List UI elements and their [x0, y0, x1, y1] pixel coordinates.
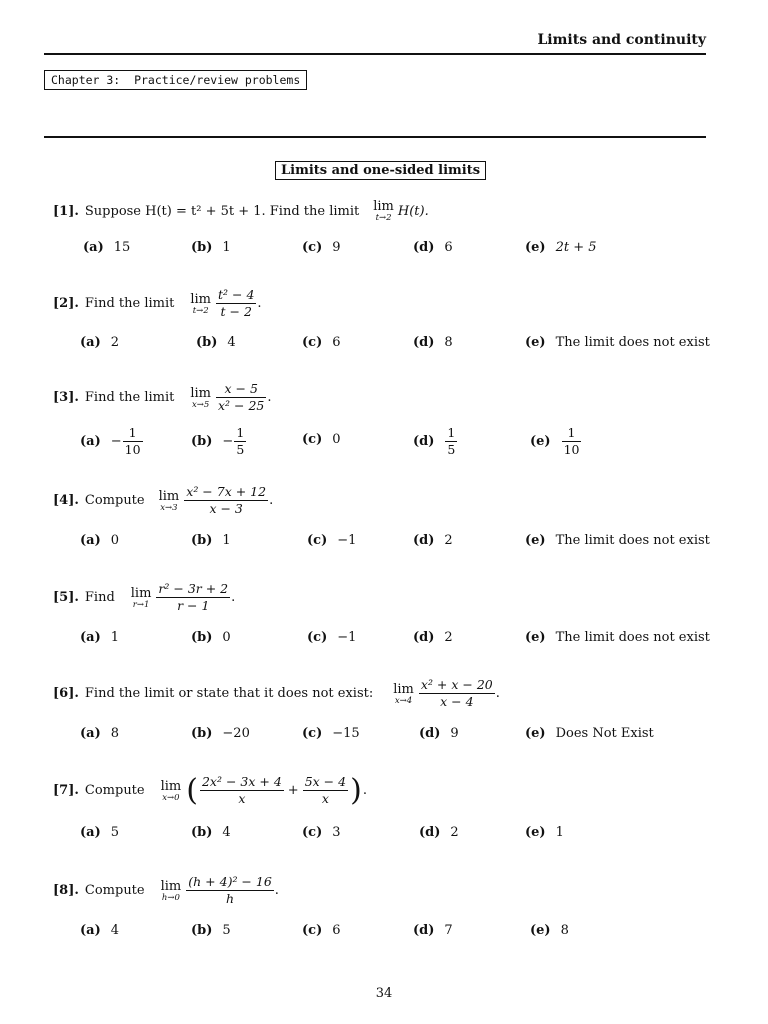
problem-number: [3]. — [53, 390, 79, 406]
section-rule — [44, 136, 706, 138]
option-c[interactable]: (c) 9 — [302, 240, 341, 255]
option-d[interactable]: (d) 7 — [413, 923, 453, 938]
option-b[interactable]: (b) 0 — [191, 630, 231, 645]
option-a[interactable]: (a) − $\frac{1}{10}$ — [80, 425, 141, 458]
option-d[interactable]: (d) 2 — [413, 533, 453, 548]
option-a[interactable]: (a) 4 — [80, 923, 120, 938]
option-a[interactable]: (a) 5 — [80, 825, 120, 840]
problem-text: Suppose H(t) = t² + 5t + 1. Find the limit — [84, 203, 360, 219]
limit-fraction: $\frac{\text{x² − 7x + 12}}{x - 3}$ — [186, 484, 267, 517]
problem-text: Find — [84, 590, 115, 606]
option-d[interactable]: (d) 6 — [413, 240, 453, 255]
option-c[interactable]: (c) −1 — [307, 533, 357, 548]
problem-text: Compute — [84, 883, 145, 899]
limit-operator: lim t→2 — [190, 291, 211, 316]
option-d[interactable]: (d) 9 — [419, 726, 459, 741]
option-a[interactable]: (a) 2 — [80, 335, 120, 350]
option-b[interactable]: (b) − $\frac{1}{5}$ — [191, 425, 245, 458]
problem-number: [7]. — [53, 783, 79, 799]
limit-expression: H(t). — [397, 203, 429, 219]
limit-fraction-2: $\frac{5x - 4}{x}$ — [304, 774, 347, 807]
problem-text: Compute — [84, 783, 145, 799]
option-e[interactable]: (e) The limit does not exist — [525, 533, 710, 548]
option-b[interactable]: (b) −20 — [191, 726, 250, 741]
option-a[interactable]: (a) 1 — [80, 630, 120, 645]
option-e[interactable]: (e) $\frac{1}{10}$ — [530, 425, 580, 458]
option-d[interactable]: (d) 8 — [413, 335, 453, 350]
problem-stem: [8]. Compute lim h→0 $\frac{\text{(h + 4)² − 16}}{h}$ . — [53, 874, 279, 907]
problem-stem: [6]. Find the limit or state that it does not exist: lim x→4 $\frac{\text{x² + x − 20}}{x - 4}$ . — [53, 677, 500, 710]
option-c[interactable]: (c) −15 — [302, 726, 360, 741]
limit-operator: lim x→0 — [160, 778, 182, 803]
problem-number: [2]. — [53, 296, 79, 312]
problem-stem: [4]. Compute lim x→3 $\frac{\text{x² − 7x + 12}}{x - 3}$ . — [53, 484, 274, 517]
limit-fraction: $\frac{\text{t² − 4}}{t - 2}$ — [218, 287, 255, 320]
option-e[interactable]: (e) The limit does not exist — [525, 335, 710, 350]
limit-operator: lim h→0 — [160, 878, 182, 903]
limit-operator: lim x→5 — [190, 385, 211, 410]
option-d[interactable]: (d) $\frac{1}{5}$ — [413, 425, 456, 458]
problem-number: [1]. — [53, 203, 79, 219]
option-e[interactable]: (e) 8 — [530, 923, 569, 938]
problem-stem — [53, 200, 429, 223]
option-c[interactable]: (c) −1 — [307, 630, 357, 645]
option-b[interactable]: (b) 4 — [196, 335, 236, 350]
option-e[interactable]: (e) Does Not Exist — [525, 726, 654, 741]
problem-number: [8]. — [53, 883, 79, 899]
running-title: Limits and continuity — [537, 32, 706, 48]
option-e[interactable]: (e) The limit does not exist — [525, 630, 710, 645]
limit-operator: lim x→3 — [158, 488, 180, 513]
header-rule — [44, 53, 706, 55]
limit-operator: lim t→2 — [373, 199, 394, 223]
option-d[interactable]: (d) 2 — [419, 825, 459, 840]
option-a[interactable]: (a) 15 — [83, 240, 131, 255]
problem-text: Compute — [84, 493, 145, 509]
option-e[interactable]: (e) 1 — [525, 825, 564, 840]
chapter-title: Chapter 3: Practice/review problems — [44, 70, 307, 90]
problem-number: [5]. — [53, 590, 79, 606]
option-b[interactable]: (b) 1 — [191, 533, 231, 548]
limit-operator: lim x→4 — [393, 681, 414, 706]
option-b[interactable]: (b) 1 — [191, 240, 231, 255]
limit-fraction: $\frac{x - 5}{\text{x² − 25}}$ — [218, 381, 265, 414]
problem-text: Find the limit — [84, 296, 175, 312]
problem-text: Find the limit or state that it does not exist: — [84, 686, 374, 702]
limit-operator: lim r→1 — [130, 585, 152, 610]
problem-stem: [2]. Find the limit lim t→2 $\frac{\text{t² − 4}}{t - 2}$ . — [53, 287, 262, 320]
page-number: 34 — [375, 986, 393, 1001]
problem-number: [6]. — [53, 686, 79, 702]
option-c[interactable]: (c) 6 — [302, 923, 341, 938]
option-a[interactable]: (a) 0 — [80, 533, 120, 548]
option-b[interactable]: (b) 4 — [191, 825, 231, 840]
option-a[interactable]: (a) 8 — [80, 726, 120, 741]
limit-fraction: $\frac{\text{(h + 4)² − 16}}{h}$ — [188, 874, 272, 907]
option-c[interactable]: (c) 0 — [302, 432, 341, 447]
problem-stem: [3]. Find the limit lim x→5 $\frac{x - 5}{\text{x² − 25}}$ . — [53, 381, 272, 414]
limit-fraction: $\frac{\text{r² − 3r + 2}}{r - 1}$ — [158, 581, 229, 614]
problem-stem: [7]. Compute lim x→0 ( $\frac{\text{2x² − 3x + 4}}{x}$ + $\frac{5x - 4}{x}$ ) . — [53, 772, 367, 808]
section-title: Limits and one-sided limits — [275, 161, 486, 180]
option-c[interactable]: (c) 6 — [302, 335, 341, 350]
option-e[interactable]: (e) 2t + 5 — [525, 240, 597, 255]
limit-fraction-1: $\frac{\text{2x² − 3x + 4}}{x}$ — [201, 774, 282, 807]
option-d[interactable]: (d) 2 — [413, 630, 453, 645]
option-b[interactable]: (b) 5 — [191, 923, 231, 938]
problem-stem: [5]. Find lim r→1 $\frac{\text{r² − 3r + 2}}{r - 1}$ . — [53, 581, 236, 614]
limit-fraction: $\frac{\text{x² + x − 20}}{x - 4}$ — [420, 677, 493, 710]
problem-number: [4]. — [53, 493, 79, 509]
option-c[interactable]: (c) 3 — [302, 825, 341, 840]
problem-text: Find the limit — [84, 390, 175, 406]
